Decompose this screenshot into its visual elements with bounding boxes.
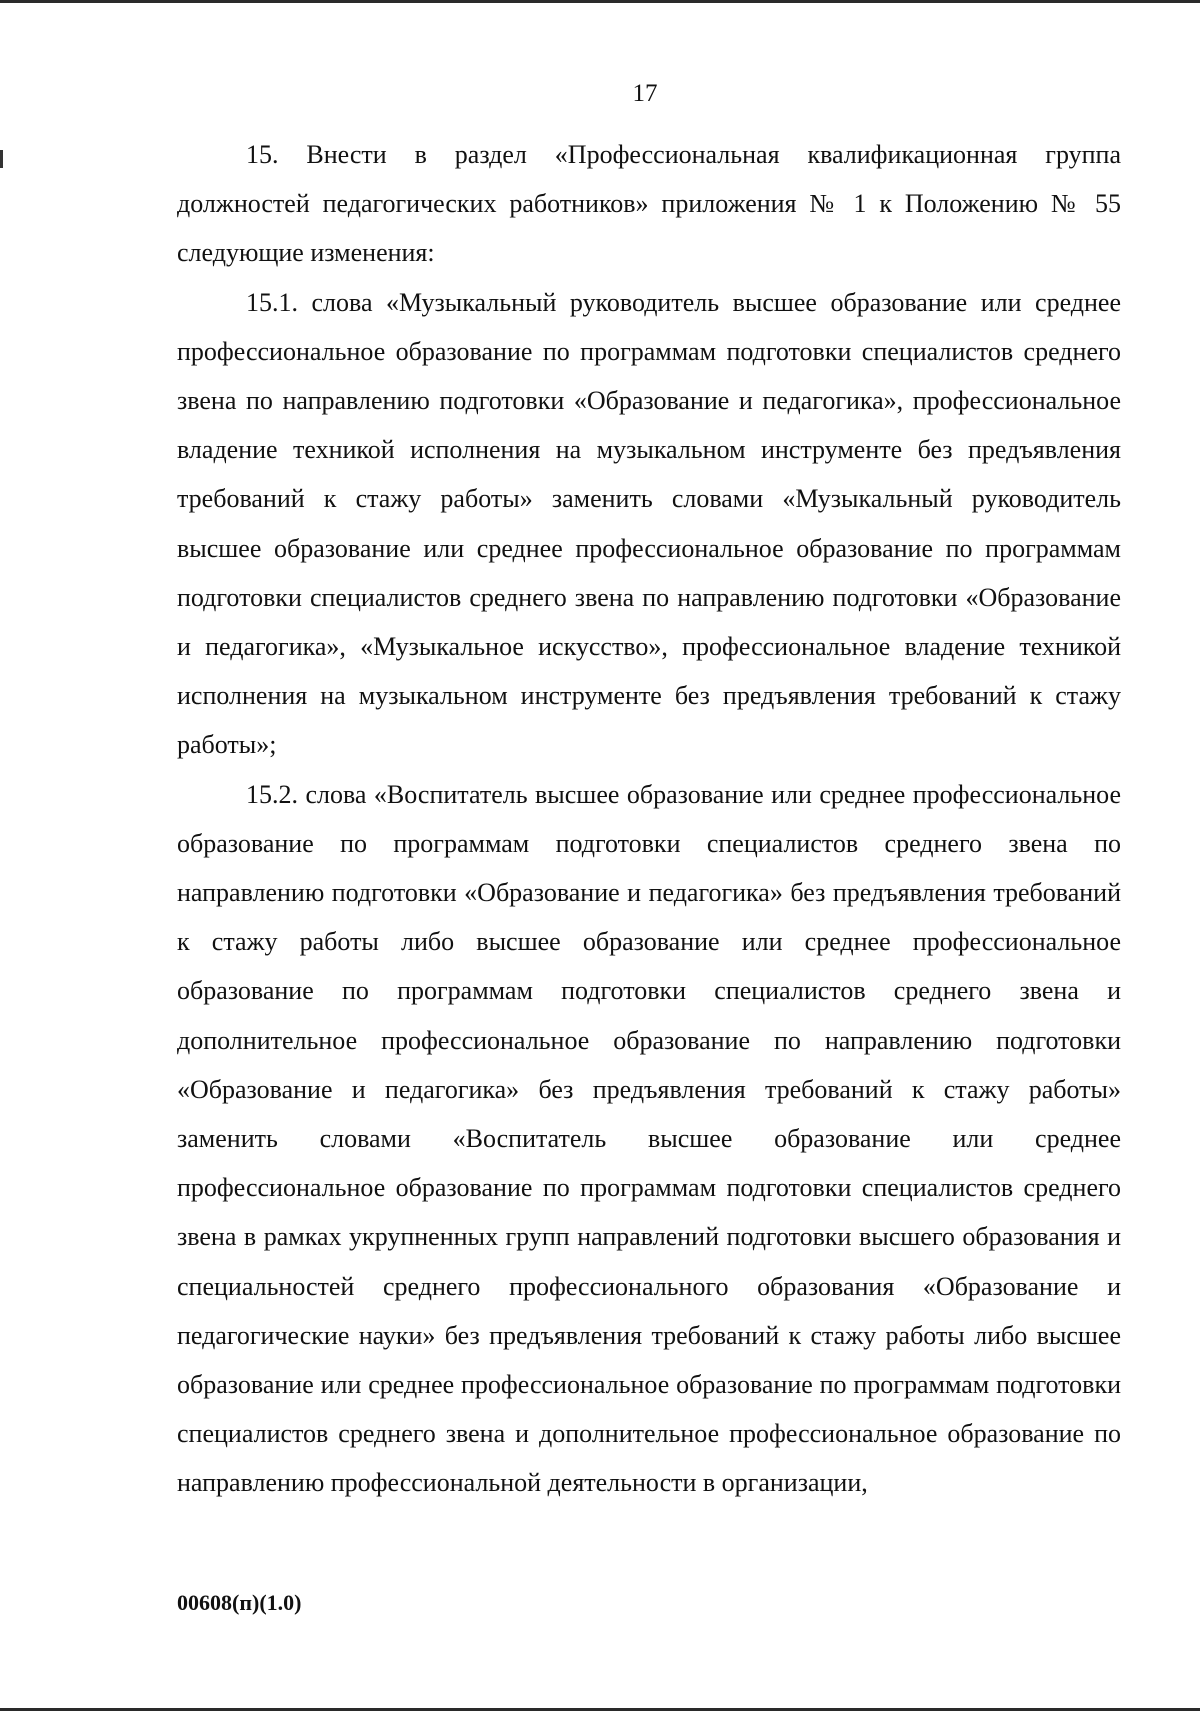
page-number: 17 bbox=[632, 80, 658, 107]
paragraph-15-1: 15.1. слова «Музыкальный руководитель высшее образование или среднее профессиональное образование по программам подготовки специалистов среднего звена по направлению подготовки «Образование и педагогика», профессиональное владение техникой исполнения на музыкальном инструменте без предъявления требований к стажу работы» заменить словами «Музыкальный руководитель высшее образование или среднее профессиональное образование по программам подготовки специалистов среднего звена по направлению подготовки «Образование и педагогика», «Музыкальное искусство», профессиональное владение техникой исполнения на музыкальном инструменте без предъявления требований к стажу работы»; bbox=[177, 287, 1121, 760]
paragraph-15-2: 15.2. слова «Воспитатель высшее образование или среднее профессиональное образование по программам подготовки специалистов среднего звена по направлению подготовки «Образование и педагогика» без предъявления требований к стажу работы либо высшее образование или среднее профессиональное образование по программам подготовки специалистов среднего звена и дополнительное профессиональное образование по направлению подготовки «Образование и педагогика» без предъявления требований к стажу работы» заменить словами «Воспитатель высшее образование или среднее профессиональное образование по программам подготовки специалистов среднего звена в рамках укрупненных групп направлений подготовки высшего образования и специальностей среднего профессионального образования «Образование и педагогические науки» без предъявления требований к стажу работы либо высшее образование или среднее профессиональное образование по программам подготовки специалистов среднего звена и дополнительное профессиональное образование по направлению профессиональной деятельности в организации, bbox=[177, 779, 1121, 1498]
scan-edge-top bbox=[0, 0, 1200, 3]
document-body bbox=[177, 130, 1121, 1508]
paragraph-15: 15. Внести в раздел «Профессиональная квалификационная группа должностей педагогических работников» приложения № 1 к Положению № 55 следующие изменения: bbox=[177, 140, 1121, 268]
scan-edge-mark bbox=[0, 150, 3, 168]
document-code: 00608(п)(1.0) bbox=[177, 1590, 302, 1615]
